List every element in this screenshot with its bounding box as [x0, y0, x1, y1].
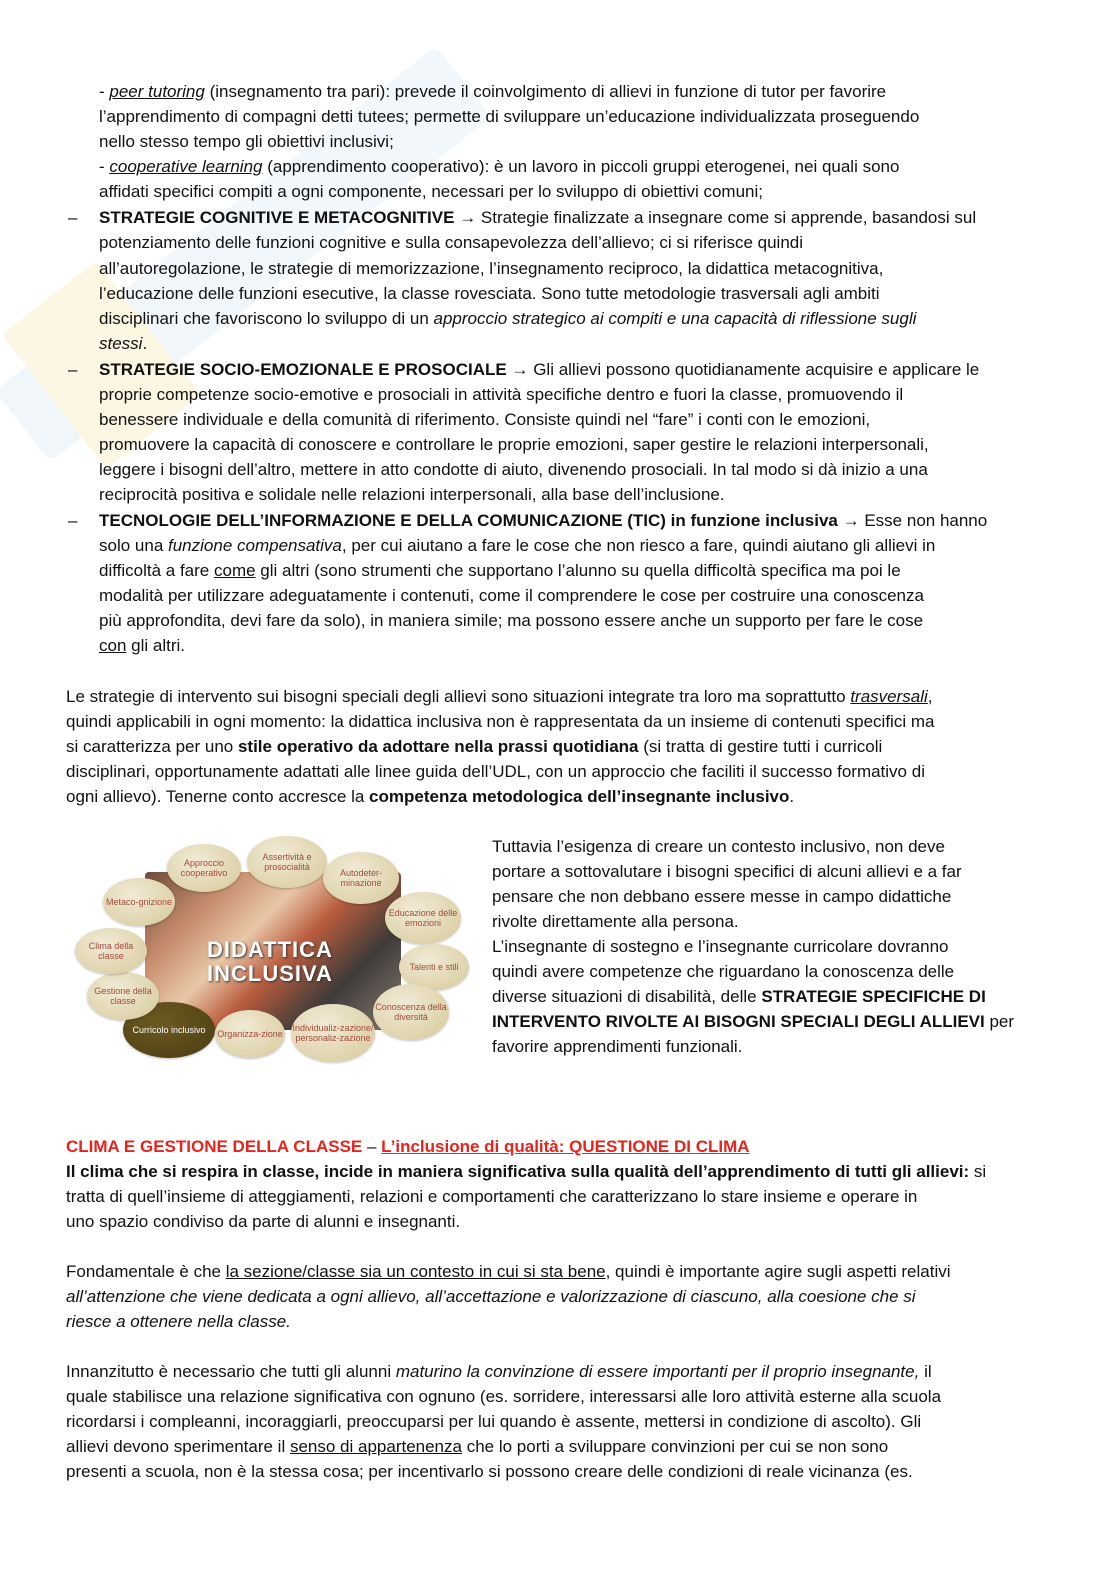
didattica-inclusiva-diagram: [67, 834, 475, 1064]
section-para3-line4: allievi devono sperimentare il senso di appartenenza che lo porti a sviluppare convinzioni per cui se non sono: [66, 1437, 889, 1456]
petal-clima-classe: Clima della classe: [75, 928, 147, 974]
bullet-socioemotional-line2: proprie competenze socio-emotive e prosociali in attività specifiche dentro e fuori la classe, promuovendo il: [99, 385, 904, 404]
petal-curricolo-inclusivo: Curricolo inclusivo: [123, 1002, 215, 1058]
arrow-icon: →: [511, 360, 529, 379]
bullet-cognitive-line2: potenziamento delle funzioni cognitive e sulla consapevolezza dell’allievo; ci si riferisce quindi: [99, 233, 804, 252]
section-para3-line5: presenti a scuola, non è la stessa cosa; per incentivarlo si possono creare delle condizioni di reale vicinanza (es.: [66, 1462, 913, 1481]
section-para1-line1: Il clima che si respira in classe, incide in maniera significativa sulla qualità dell’apprendimento di tutti gli allievi: si: [66, 1162, 987, 1181]
bullet-tic-line4: modalità per utilizzare adeguatamente i contenuti, come il comprendere le cose per costruire una conoscenza: [99, 586, 924, 605]
side-text-line4: rivolte direttamente alla persona.: [492, 912, 739, 931]
peer-tutoring-line3: nello stesso tempo gli obiettivi inclusivi;: [99, 132, 394, 151]
bullet-socioemotional-line1: STRATEGIE SOCIO-EMOZIONALE E PROSOCIALE → Gli allievi possono quotidianamente acquisire e applicare le: [99, 360, 980, 379]
section-para1-line3: uno spazio condiviso da parte di alunni e insegnanti.: [66, 1212, 461, 1231]
side-text-line6: quindi avere competenze che riguardano la conoscenza delle: [492, 962, 955, 981]
bullet-dash: –: [68, 511, 78, 530]
bullet-tic-line5: più approfondita, devi fare da solo), in maniera simile; ma possono essere anche un supporto per fare le cose: [99, 611, 924, 630]
bullet-tic-line2: solo una funzione compensativa, per cui aiutano a fare le cose che non riesco a fare, quindi aiutano gli allievi in: [99, 536, 936, 555]
bullet-cognitive-line1: STRATEGIE COGNITIVE E METACOGNITIVE → Strategie finalizzate a insegnare come si apprende, basandosi sul: [99, 208, 977, 227]
side-text-line8: INTERVENTO RIVOLTE AI BISOGNI SPECIALI DEGLI ALLIEVI per: [492, 1012, 1015, 1031]
petal-approccio-cooperativo: Approccio cooperativo: [167, 844, 241, 892]
petal-conoscenza-diversita: Conoscenza della diversità: [373, 984, 449, 1040]
para-strategies-line4: disciplinari, opportunamente adattati alle linee guida dell’UDL, con un approccio che faciliti il successo formativo di: [66, 762, 925, 781]
petal-talenti-stili: Talenti e stili: [399, 944, 469, 990]
bullet-socioemotional-line4: promuovere la capacità di conoscere e controllare le proprie emozioni, saper gestire le relazioni interpersonali,: [99, 435, 929, 454]
petal-individualizzazione: Individualiz-zazione/ personaliz-zazione: [291, 1004, 375, 1062]
bullet-cognitive-line5: disciplinari che favoriscono lo sviluppo di un approccio strategico ai compiti e una capacità di riflessione sugli: [99, 309, 917, 328]
bullet-cognitive-line4: l’educazione delle funzioni esecutive, la classe rovesciata. Sono tutte metodologie trasversali agli ambiti: [99, 284, 880, 303]
side-text-line2: portare a sottovalutare i bisogni specifici di alcuni allievi e a far: [492, 862, 962, 881]
section-para3-line2: quale stabilisce una relazione significativa con ognuno (es. sorridere, interessarsi alle loro attività esterne alla scuola: [66, 1387, 942, 1406]
side-text-line3: pensare che non debbano essere messe in campo didattiche: [492, 887, 952, 906]
cooperative-learning-line1: - cooperative learning (apprendimento cooperativo): è un lavoro in piccoli gruppi eterogenei, nei quali sono: [99, 157, 900, 176]
side-text-line1: Tuttavia l’esigenza di creare un contesto inclusivo, non deve: [492, 837, 945, 856]
peer-tutoring-line2: l’apprendimento di compagni detti tutees; permette di sviluppare un’educazione individualizzata proseguendo: [99, 107, 920, 126]
section-heading: CLIMA E GESTIONE DELLA CLASSE – L’inclusione di qualità: QUESTIONE DI CLIMA: [66, 1137, 750, 1156]
section-para3-line1: Innanzitutto è necessario che tutti gli alunni maturino la convinzione di essere importanti per il proprio insegnante, il: [66, 1362, 932, 1381]
para-strategies-line1: Le strategie di intervento sui bisogni speciali degli allievi sono situazioni integrate tra loro ma soprattutto trasversali,: [66, 687, 933, 706]
para-strategies-line5: ogni allievo). Tenerne conto accresce la competenza metodologica dell’insegnante inclusivo.: [66, 787, 795, 806]
diagram-center-label: DIDATTICA INCLUSIVA: [207, 937, 333, 986]
section-para2-line1: Fondamentale è che la sezione/classe sia un contesto in cui si sta bene, quindi è importante agire sugli aspetti relativi: [66, 1262, 951, 1281]
petal-gestione-classe: Gestione della classe: [87, 972, 159, 1020]
arrow-icon: →: [842, 511, 860, 530]
para-strategies-line3: si caratterizza per uno stile operativo da adottare nella prassi quotidiana (si tratta di gestire tutti i curricoli: [66, 737, 883, 756]
section-para2-line3: riesce a ottenere nella classe.: [66, 1312, 291, 1331]
petal-autodeterminazione: Autodeter-minazione: [323, 852, 399, 904]
cooperative-learning-line2: affidati specifici compiti a ogni componente, necessari per lo sviluppo di obiettivi comuni;: [99, 182, 763, 201]
peer-tutoring-line1: - peer tutoring (insegnamento tra pari): prevede il coinvolgimento di allievi in funzione di tutor per favorire: [99, 82, 887, 101]
arrow-icon: →: [459, 208, 477, 227]
bullet-dash: –: [68, 208, 78, 227]
bullet-socioemotional-line5: leggere i bisogni dell’altro, mettere in atto condotte di aiuto, divenendo prosociali. In tal modo si dà inizio a una: [99, 460, 928, 479]
bullet-socioemotional-line6: reciprocità positiva e solidale nelle relazioni interpersonali, alla base dell’inclusione.: [99, 485, 725, 504]
side-text-line5: L’insegnante di sostegno e l’insegnante curricolare dovranno: [492, 937, 949, 956]
petal-organizzazione: Organizza-zione: [215, 1010, 285, 1058]
bullet-dash: –: [68, 360, 78, 379]
para-strategies-line2: quindi applicabili in ogni momento: la didattica inclusiva non è rappresentata da un insieme di contenuti specifici ma: [66, 712, 935, 731]
side-text-line9: favorire apprendimenti funzionali.: [492, 1037, 743, 1056]
petal-assertivita: Assertività e prosocialità: [247, 836, 327, 888]
bullet-tic-line1: TECNOLOGIE DELL’INFORMAZIONE E DELLA COMUNICAZIONE (TIC) in funzione inclusiva → Esse non hanno: [99, 511, 988, 530]
petal-educazione-emozioni: Educazione delle emozioni: [385, 892, 461, 944]
section-para2-line2: all’attenzione che viene dedicata a ogni allievo, all’accettazione e valorizzazione di ciascuno, alla coesione che si: [66, 1287, 916, 1306]
bullet-tic-line3: difficoltà a fare come gli altri (sono strumenti che supportano l’alunno su quella difficoltà specifica ma poi le: [99, 561, 901, 580]
side-text-line7: diverse situazioni di disabilità, delle STRATEGIE SPECIFICHE DI: [492, 987, 986, 1006]
bullet-cognitive-line6: stessi.: [99, 334, 148, 353]
bullet-cognitive-line3: all’autoregolazione, le strategie di memorizzazione, l’insegnamento reciproco, la didattica metacognitiva,: [99, 259, 884, 278]
section-para1-line2: tratta di quell’insieme di atteggiamenti, relazioni e comportamenti che caratterizzano lo stare insieme e operare in: [66, 1187, 918, 1206]
bullet-socioemotional-line3: benessere individuale e della comunità di riferimento. Consiste quindi nel “fare” i conti con le emozioni,: [99, 410, 871, 429]
section-para3-line3: ricordarsi i compleanni, incoraggiarli, preoccuparsi per lui quando è assente, mettersi in condizione di ascolto). Gli: [66, 1412, 922, 1431]
petal-metacognizione: Metaco-gnizione: [103, 878, 175, 926]
bullet-tic-line6: con gli altri.: [99, 636, 185, 655]
